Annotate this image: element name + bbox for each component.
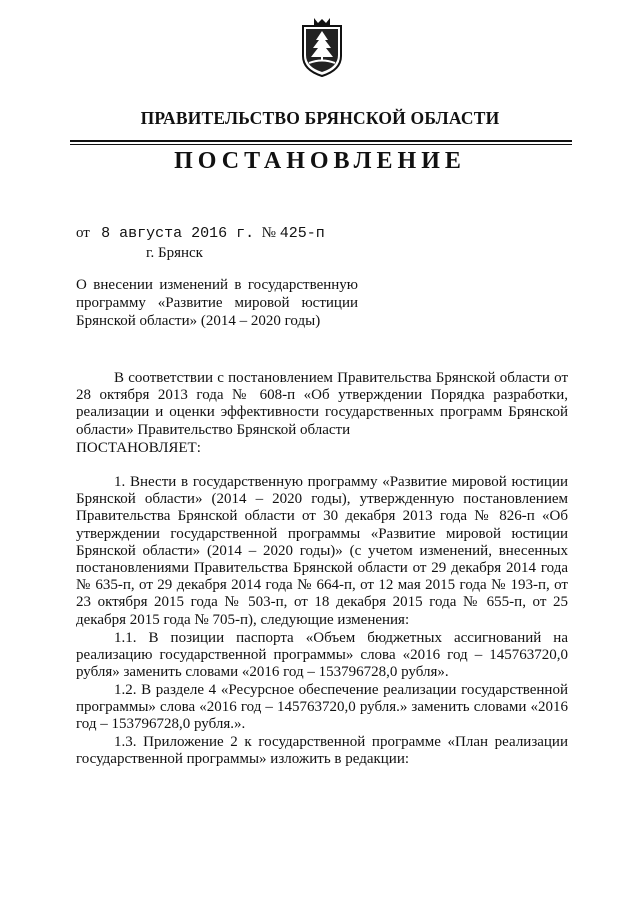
coat-of-arms-emblem (300, 16, 344, 78)
item-1-3-paragraph: 1.3. Приложение 2 к государственной программе «План реализации государственной программы» изложить в редакции: (76, 734, 568, 768)
date-value: 8 августа 2016 г. (101, 225, 255, 242)
number-sign: № (261, 225, 276, 241)
document-subject: О внесении изменений в государственную программу «Развитие мировой юстиции Брянской области» (2014 – 2020 годы) (76, 277, 358, 329)
document-number: 425-п (279, 225, 325, 242)
city: г. Брянск (146, 245, 203, 261)
organization-title: ПРАВИТЕЛЬСТВО БРЯНСКОЙ ОБЛАСТИ (140, 108, 500, 128)
item-1-1-paragraph: 1.1. В позиции паспорта «Объем бюджетных ассигнований на реализацию государственной программы» слова «2016 год – 145763720,0 рубля» заменить словами «2016 год – 153796728,0 рубля». (76, 630, 568, 681)
item-1-2-paragraph: 1.2. В разделе 4 «Ресурсное обеспечение реализации государственной программы» слова «2016 год – 145763720,0 рубля.» заменить словами «2016 год – 153796728,0 рубля.». (76, 682, 568, 733)
date-number-line (76, 225, 325, 242)
header-divider-thin (70, 144, 572, 145)
preamble-paragraph: В соответствии с постановлением Правительства Брянской области от 28 октября 2013 года № 608-п «Об утверждении Порядка разработки, реализации и оценки эффективности государственных программ Брянской области» Правительство Брянской области (76, 370, 568, 438)
resolves-heading: ПОСТАНОВЛЯЕТ: (76, 440, 201, 456)
item-1-paragraph: 1. Внести в государственную программу «Развитие мировой юстиции Брянской области» (2014 – 2020 годы), утвержденную постановлением Правительства Брянской области от 30 декабря 2013 года № 826-п «Об утверждении государственной программы «Развитие мировой юстиции Брянской области» (2014 – 2020 годы)» (с учетом изменений, внесенных постановлениями Правительства Брянской области от 29 декабря 2014 года № 635-п, от 29 декабря 2014 года № 664-п, от 12 мая 2015 года № 193-п, от 23 октября 2015 года № 503-п, от 18 декабря 2015 года № 655-п, от 25 декабря 2015 года № 705-п), следующие изменения: (76, 474, 568, 628)
date-prefix: от (76, 225, 90, 241)
document-type-title: ПОСТАНОВЛЕНИЕ (174, 148, 466, 174)
header-divider (70, 140, 572, 142)
